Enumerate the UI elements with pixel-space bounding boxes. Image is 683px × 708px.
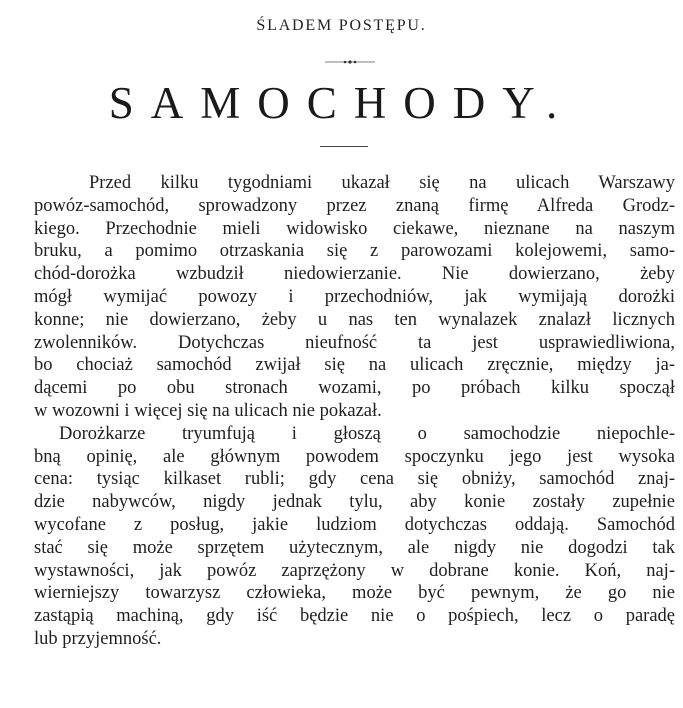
text-line: konne; nie dowierzano, żeby u nas ten wynalazek znalazł licznych [34,309,675,330]
text-line: wystawności, jak powóz zaprzężony w dobrane konie. Koń, naj- [34,560,675,581]
text-line: mógł wymijać powozy i przechodniów, jak wymijają dorożki [34,286,675,307]
text-line: bną opinię, ale głównym powodem spoczynku jego jest wysoka [34,446,675,467]
text-line: w wozowni i więcej się na ulicach nie pokazał. [34,400,382,421]
text-line: Przed kilku tygodniami ukazał się na ulicach Warszawy [89,173,675,193]
text-line: powóz-samochód, sprowadzony przez znaną firmę Alfreda Grodz- [34,195,675,216]
text-line: wierniejszy towarzysz człowieka, może być pewnym, że go nie [34,583,675,604]
text-line: zwolenników. Dotychczas nieufność ta jest usprawiedliwiona, [34,332,675,353]
section-title: ŚLADEM POSTĘPU. [256,17,427,34]
title-rule [320,146,368,147]
text-line: zastąpią machiną, gdy iść będzie nie o pośpiech, lecz o paradę [34,606,675,627]
text-line: chód-dorożka wzbudził niedowierzanie. Nie dowierzano, żeby [34,264,675,285]
main-title: SAMOCHODY. [108,78,575,128]
ornament-divider [325,58,375,66]
text-line: wycofane z posług, jakie ludziom dotychczas oddają. Samochód [34,514,675,535]
text-line: stać się może sprzętem użytecznym, ale nigdy nie dogodzi tak [34,537,675,558]
text-line: bo chociaż samochód zwijał się na ulicach zręcznie, między ja- [34,355,675,376]
text-line: dącemi po obu stronach wozami, po próbach kilku spoczął [34,378,675,399]
text-line: lub przyjemność. [34,628,162,649]
article-body [34,172,675,651]
text-line: cena: tysiąc kilkaset rubli; gdy cena się obniży, samochód znaj- [34,469,675,490]
text-line: bruku, a pomimo otrzaskania się z parowozami kolejowemi, samo- [34,241,675,262]
text-line: Dorożkarze tryumfują i głoszą o samochodzie niepochle- [59,423,675,444]
text-line: dzie nabywców, nigdy jednak tylu, aby konie zostały zupełnie [34,492,675,513]
text-line: kiego. Przechodnie mieli widowisko ciekawe, nieznane na naszym [34,218,675,239]
